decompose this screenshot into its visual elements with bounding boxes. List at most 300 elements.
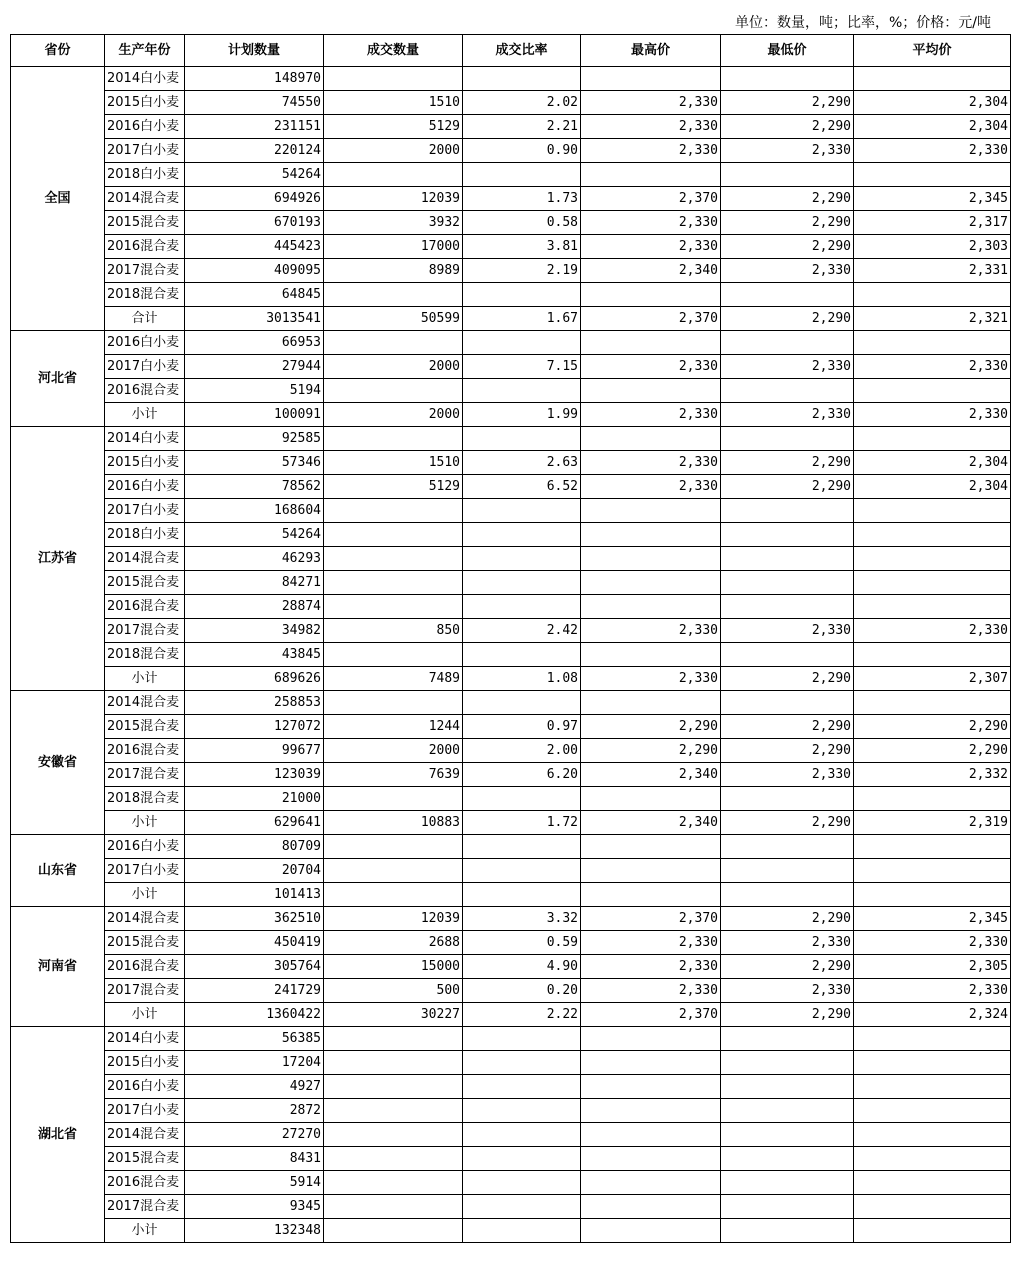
- deal-rate-cell: 0.59: [463, 931, 581, 955]
- avg-price-cell: 2,330: [854, 139, 1011, 163]
- table-row: [11, 883, 1011, 907]
- min-price-cell: 2,290: [721, 235, 854, 259]
- year-cell: 2016白小麦: [105, 115, 185, 139]
- avg-price-cell: [854, 1147, 1011, 1171]
- year-cell: 2016白小麦: [105, 835, 185, 859]
- year-cell: 2017混合麦: [105, 979, 185, 1003]
- planned-qty-cell: 220124: [185, 139, 324, 163]
- avg-price-cell: [854, 523, 1011, 547]
- year-cell: 2015混合麦: [105, 211, 185, 235]
- deal-qty-cell: [324, 643, 463, 667]
- deal-qty-cell: [324, 283, 463, 307]
- deal-rate-cell: 2.63: [463, 451, 581, 475]
- deal-rate-cell: [463, 859, 581, 883]
- year-cell: 2015白小麦: [105, 1051, 185, 1075]
- planned-qty-cell: 34982: [185, 619, 324, 643]
- deal-rate-cell: [463, 643, 581, 667]
- deal-qty-cell: 12039: [324, 907, 463, 931]
- max-price-cell: 2,330: [581, 403, 721, 427]
- table-row: [11, 979, 1011, 1003]
- year-cell: 2017白小麦: [105, 1099, 185, 1123]
- deal-qty-cell: [324, 1051, 463, 1075]
- year-cell: 2016混合麦: [105, 955, 185, 979]
- min-price-cell: 2,330: [721, 403, 854, 427]
- year-cell: 2018白小麦: [105, 163, 185, 187]
- deal-qty-cell: [324, 67, 463, 91]
- max-price-cell: 2,330: [581, 955, 721, 979]
- deal-rate-cell: 2.02: [463, 91, 581, 115]
- deal-qty-cell: 1244: [324, 715, 463, 739]
- year-cell: 小计: [105, 1219, 185, 1243]
- year-cell: 2017白小麦: [105, 859, 185, 883]
- deal-rate-cell: [463, 523, 581, 547]
- table-row: [11, 1123, 1011, 1147]
- deal-qty-cell: [324, 595, 463, 619]
- avg-price-cell: 2,330: [854, 619, 1011, 643]
- min-price-cell: [721, 499, 854, 523]
- table-row: [11, 1147, 1011, 1171]
- deal-qty-cell: 50599: [324, 307, 463, 331]
- planned-qty-cell: 2872: [185, 1099, 324, 1123]
- avg-price-cell: [854, 283, 1011, 307]
- min-price-cell: 2,330: [721, 763, 854, 787]
- province-cell: 河南省: [11, 907, 105, 1027]
- min-price-cell: [721, 571, 854, 595]
- min-price-cell: [721, 547, 854, 571]
- max-price-cell: 2,330: [581, 115, 721, 139]
- deal-rate-cell: [463, 1219, 581, 1243]
- header-province: 省份: [11, 35, 105, 67]
- min-price-cell: [721, 1027, 854, 1051]
- table-row: [11, 907, 1011, 931]
- table-row: [11, 1051, 1011, 1075]
- planned-qty-cell: 409095: [185, 259, 324, 283]
- year-cell: 2015混合麦: [105, 931, 185, 955]
- deal-rate-cell: 2.00: [463, 739, 581, 763]
- year-cell: 2017白小麦: [105, 355, 185, 379]
- deal-rate-cell: [463, 1171, 581, 1195]
- planned-qty-cell: 64845: [185, 283, 324, 307]
- province-cell: 河北省: [11, 331, 105, 427]
- avg-price-cell: 2,331: [854, 259, 1011, 283]
- min-price-cell: 2,330: [721, 139, 854, 163]
- min-price-cell: 2,290: [721, 739, 854, 763]
- max-price-cell: 2,330: [581, 211, 721, 235]
- table-row: [11, 187, 1011, 211]
- planned-qty-cell: 694926: [185, 187, 324, 211]
- year-cell: 2015混合麦: [105, 571, 185, 595]
- max-price-cell: 2,330: [581, 475, 721, 499]
- max-price-cell: [581, 1123, 721, 1147]
- deal-rate-cell: 0.97: [463, 715, 581, 739]
- table-row: [11, 835, 1011, 859]
- deal-qty-cell: [324, 1099, 463, 1123]
- table-row: [11, 571, 1011, 595]
- deal-qty-cell: 5129: [324, 115, 463, 139]
- deal-qty-cell: [324, 571, 463, 595]
- min-price-cell: [721, 67, 854, 91]
- province-cell: 江苏省: [11, 427, 105, 691]
- avg-price-cell: [854, 163, 1011, 187]
- avg-price-cell: [854, 427, 1011, 451]
- max-price-cell: [581, 571, 721, 595]
- min-price-cell: [721, 283, 854, 307]
- table-row: [11, 91, 1011, 115]
- deal-qty-cell: [324, 1195, 463, 1219]
- table-row: [11, 739, 1011, 763]
- planned-qty-cell: 5914: [185, 1171, 324, 1195]
- avg-price-cell: 2,330: [854, 979, 1011, 1003]
- deal-rate-cell: 1.73: [463, 187, 581, 211]
- planned-qty-cell: 27944: [185, 355, 324, 379]
- table-header: [11, 35, 1011, 67]
- deal-rate-cell: [463, 1195, 581, 1219]
- max-price-cell: 2,330: [581, 235, 721, 259]
- deal-rate-cell: 2.21: [463, 115, 581, 139]
- max-price-cell: [581, 427, 721, 451]
- unit-note: 单位：数量，吨；比率，%；价格：元/吨: [734, 15, 991, 31]
- table-row: [11, 211, 1011, 235]
- avg-price-cell: [854, 67, 1011, 91]
- deal-qty-cell: [324, 1171, 463, 1195]
- max-price-cell: 2,330: [581, 91, 721, 115]
- table-row: [11, 163, 1011, 187]
- deal-qty-cell: 2000: [324, 355, 463, 379]
- max-price-cell: [581, 835, 721, 859]
- header-max-price: 最高价: [581, 35, 721, 67]
- planned-qty-cell: 3013541: [185, 307, 324, 331]
- avg-price-cell: 2,304: [854, 115, 1011, 139]
- min-price-cell: 2,290: [721, 307, 854, 331]
- province-cell: 全国: [11, 67, 105, 331]
- deal-rate-cell: [463, 283, 581, 307]
- deal-qty-cell: 15000: [324, 955, 463, 979]
- max-price-cell: [581, 523, 721, 547]
- year-cell: 小计: [105, 667, 185, 691]
- header-avg-price: 平均价: [854, 35, 1011, 67]
- max-price-cell: [581, 379, 721, 403]
- max-price-cell: [581, 163, 721, 187]
- avg-price-cell: 2,307: [854, 667, 1011, 691]
- deal-rate-cell: 2.42: [463, 619, 581, 643]
- deal-rate-cell: [463, 1123, 581, 1147]
- year-cell: 2014白小麦: [105, 67, 185, 91]
- avg-price-cell: 2,332: [854, 763, 1011, 787]
- table-row: [11, 1027, 1011, 1051]
- year-cell: 2016白小麦: [105, 1075, 185, 1099]
- year-cell: 2018混合麦: [105, 643, 185, 667]
- year-cell: 2014混合麦: [105, 547, 185, 571]
- table-row: [11, 1195, 1011, 1219]
- planned-qty-cell: 670193: [185, 211, 324, 235]
- year-cell: 2016混合麦: [105, 235, 185, 259]
- year-cell: 2018混合麦: [105, 283, 185, 307]
- table-row: [11, 691, 1011, 715]
- planned-qty-cell: 54264: [185, 163, 324, 187]
- planned-qty-cell: 101413: [185, 883, 324, 907]
- avg-price-cell: [854, 883, 1011, 907]
- min-price-cell: 2,330: [721, 355, 854, 379]
- avg-price-cell: [854, 379, 1011, 403]
- max-price-cell: 2,340: [581, 763, 721, 787]
- planned-qty-cell: 80709: [185, 835, 324, 859]
- deal-qty-cell: [324, 499, 463, 523]
- planned-qty-cell: 123039: [185, 763, 324, 787]
- deal-rate-cell: 1.67: [463, 307, 581, 331]
- min-price-cell: [721, 595, 854, 619]
- year-cell: 2016白小麦: [105, 475, 185, 499]
- max-price-cell: 2,330: [581, 355, 721, 379]
- avg-price-cell: [854, 1219, 1011, 1243]
- year-cell: 2015白小麦: [105, 451, 185, 475]
- max-price-cell: 2,330: [581, 619, 721, 643]
- table-row: [11, 139, 1011, 163]
- planned-qty-cell: 66953: [185, 331, 324, 355]
- year-cell: 小计: [105, 811, 185, 835]
- deal-rate-cell: 1.99: [463, 403, 581, 427]
- avg-price-cell: 2,324: [854, 1003, 1011, 1027]
- planned-qty-cell: 168604: [185, 499, 324, 523]
- deal-qty-cell: 17000: [324, 235, 463, 259]
- planned-qty-cell: 100091: [185, 403, 324, 427]
- avg-price-cell: [854, 331, 1011, 355]
- avg-price-cell: 2,317: [854, 211, 1011, 235]
- table-row: [11, 1003, 1011, 1027]
- planned-qty-cell: 362510: [185, 907, 324, 931]
- deal-qty-cell: 5129: [324, 475, 463, 499]
- year-cell: 2017混合麦: [105, 763, 185, 787]
- min-price-cell: 2,290: [721, 811, 854, 835]
- avg-price-cell: 2,330: [854, 355, 1011, 379]
- max-price-cell: [581, 883, 721, 907]
- table-row: [11, 619, 1011, 643]
- deal-qty-cell: [324, 379, 463, 403]
- year-cell: 2014混合麦: [105, 907, 185, 931]
- planned-qty-cell: 99677: [185, 739, 324, 763]
- deal-qty-cell: [324, 787, 463, 811]
- deal-qty-cell: [324, 1219, 463, 1243]
- min-price-cell: 2,330: [721, 259, 854, 283]
- avg-price-cell: [854, 547, 1011, 571]
- avg-price-cell: 2,305: [854, 955, 1011, 979]
- province-cell: 湖北省: [11, 1027, 105, 1243]
- table-row: [11, 427, 1011, 451]
- max-price-cell: [581, 1075, 721, 1099]
- planned-qty-cell: 78562: [185, 475, 324, 499]
- deal-qty-cell: 12039: [324, 187, 463, 211]
- max-price-cell: 2,290: [581, 715, 721, 739]
- planned-qty-cell: 450419: [185, 931, 324, 955]
- table-row: [11, 955, 1011, 979]
- avg-price-cell: 2,303: [854, 235, 1011, 259]
- deal-rate-cell: [463, 67, 581, 91]
- deal-rate-cell: [463, 1075, 581, 1099]
- max-price-cell: 2,290: [581, 739, 721, 763]
- avg-price-cell: [854, 1171, 1011, 1195]
- year-cell: 2014混合麦: [105, 1123, 185, 1147]
- table-row: [11, 643, 1011, 667]
- deal-rate-cell: 6.52: [463, 475, 581, 499]
- deal-qty-cell: [324, 523, 463, 547]
- min-price-cell: [721, 859, 854, 883]
- table-row: [11, 379, 1011, 403]
- avg-price-cell: [854, 499, 1011, 523]
- avg-price-cell: 2,304: [854, 475, 1011, 499]
- max-price-cell: [581, 691, 721, 715]
- deal-rate-cell: [463, 331, 581, 355]
- deal-rate-cell: [463, 1027, 581, 1051]
- planned-qty-cell: 5194: [185, 379, 324, 403]
- planned-qty-cell: 148970: [185, 67, 324, 91]
- year-cell: 2017白小麦: [105, 139, 185, 163]
- year-cell: 2016混合麦: [105, 595, 185, 619]
- deal-rate-cell: [463, 1051, 581, 1075]
- deal-qty-cell: [324, 163, 463, 187]
- year-cell: 2015混合麦: [105, 1147, 185, 1171]
- deal-qty-cell: 2688: [324, 931, 463, 955]
- deal-rate-cell: [463, 571, 581, 595]
- header-planned-qty: 计划数量: [185, 35, 324, 67]
- planned-qty-cell: 20704: [185, 859, 324, 883]
- year-cell: 2014白小麦: [105, 427, 185, 451]
- deal-rate-cell: [463, 595, 581, 619]
- planned-qty-cell: 629641: [185, 811, 324, 835]
- planned-qty-cell: 127072: [185, 715, 324, 739]
- table-row: [11, 523, 1011, 547]
- deal-rate-cell: [463, 835, 581, 859]
- min-price-cell: 2,290: [721, 91, 854, 115]
- header-deal-rate: 成交比率: [463, 35, 581, 67]
- year-cell: 小计: [105, 1003, 185, 1027]
- avg-price-cell: [854, 787, 1011, 811]
- year-cell: 2014混合麦: [105, 187, 185, 211]
- deal-rate-cell: [463, 547, 581, 571]
- max-price-cell: [581, 547, 721, 571]
- table-row: [11, 811, 1011, 835]
- max-price-cell: [581, 1219, 721, 1243]
- deal-rate-cell: 3.32: [463, 907, 581, 931]
- min-price-cell: 2,290: [721, 715, 854, 739]
- avg-price-cell: 2,304: [854, 91, 1011, 115]
- header-deal-qty: 成交数量: [324, 35, 463, 67]
- table-row: [11, 1171, 1011, 1195]
- deal-rate-cell: [463, 1099, 581, 1123]
- year-cell: 2017混合麦: [105, 259, 185, 283]
- min-price-cell: [721, 835, 854, 859]
- min-price-cell: 2,290: [721, 187, 854, 211]
- table-row: [11, 475, 1011, 499]
- min-price-cell: [721, 1075, 854, 1099]
- avg-price-cell: 2,345: [854, 907, 1011, 931]
- avg-price-cell: 2,290: [854, 715, 1011, 739]
- deal-qty-cell: 3932: [324, 211, 463, 235]
- planned-qty-cell: 689626: [185, 667, 324, 691]
- deal-rate-cell: [463, 427, 581, 451]
- avg-price-cell: 2,330: [854, 403, 1011, 427]
- year-cell: 2016混合麦: [105, 379, 185, 403]
- deal-qty-cell: 8989: [324, 259, 463, 283]
- table-row: [11, 499, 1011, 523]
- planned-qty-cell: 46293: [185, 547, 324, 571]
- header-min-price: 最低价: [721, 35, 854, 67]
- avg-price-cell: 2,304: [854, 451, 1011, 475]
- deal-qty-cell: 10883: [324, 811, 463, 835]
- max-price-cell: 2,330: [581, 667, 721, 691]
- deal-qty-cell: [324, 691, 463, 715]
- avg-price-cell: [854, 643, 1011, 667]
- table-row: [11, 1099, 1011, 1123]
- max-price-cell: 2,370: [581, 307, 721, 331]
- year-cell: 2018混合麦: [105, 787, 185, 811]
- year-cell: 2016混合麦: [105, 739, 185, 763]
- deal-rate-cell: [463, 499, 581, 523]
- table-row: [11, 307, 1011, 331]
- deal-rate-cell: 7.15: [463, 355, 581, 379]
- year-cell: 2017白小麦: [105, 499, 185, 523]
- table-row: [11, 859, 1011, 883]
- min-price-cell: 2,290: [721, 475, 854, 499]
- min-price-cell: 2,330: [721, 619, 854, 643]
- table-row: [11, 403, 1011, 427]
- min-price-cell: [721, 643, 854, 667]
- table-row: [11, 283, 1011, 307]
- avg-price-cell: [854, 1099, 1011, 1123]
- table-row: [11, 1219, 1011, 1243]
- planned-qty-cell: 21000: [185, 787, 324, 811]
- deal-qty-cell: 500: [324, 979, 463, 1003]
- year-cell: 2015白小麦: [105, 91, 185, 115]
- table-row: [11, 595, 1011, 619]
- min-price-cell: 2,290: [721, 907, 854, 931]
- avg-price-cell: [854, 1051, 1011, 1075]
- planned-qty-cell: 84271: [185, 571, 324, 595]
- min-price-cell: [721, 1099, 854, 1123]
- province-cell: 山东省: [11, 835, 105, 907]
- deal-qty-cell: [324, 1027, 463, 1051]
- planned-qty-cell: 92585: [185, 427, 324, 451]
- deal-qty-cell: 7489: [324, 667, 463, 691]
- deal-rate-cell: [463, 883, 581, 907]
- planned-qty-cell: 241729: [185, 979, 324, 1003]
- min-price-cell: 2,290: [721, 211, 854, 235]
- deal-qty-cell: 2000: [324, 139, 463, 163]
- max-price-cell: 2,370: [581, 1003, 721, 1027]
- year-cell: 2016白小麦: [105, 331, 185, 355]
- planned-qty-cell: 8431: [185, 1147, 324, 1171]
- deal-qty-cell: 850: [324, 619, 463, 643]
- max-price-cell: [581, 1051, 721, 1075]
- planned-qty-cell: 1360422: [185, 1003, 324, 1027]
- table-body: [11, 67, 1011, 1243]
- min-price-cell: [721, 691, 854, 715]
- max-price-cell: [581, 1147, 721, 1171]
- table-row: [11, 259, 1011, 283]
- min-price-cell: 2,290: [721, 1003, 854, 1027]
- max-price-cell: [581, 595, 721, 619]
- avg-price-cell: [854, 835, 1011, 859]
- table-row: [11, 67, 1011, 91]
- min-price-cell: 2,330: [721, 979, 854, 1003]
- wheat-auction-table: [10, 34, 1011, 1243]
- table-row: [11, 355, 1011, 379]
- avg-price-cell: 2,321: [854, 307, 1011, 331]
- deal-rate-cell: 6.20: [463, 763, 581, 787]
- deal-rate-cell: 4.90: [463, 955, 581, 979]
- planned-qty-cell: 132348: [185, 1219, 324, 1243]
- year-cell: 2014白小麦: [105, 1027, 185, 1051]
- deal-rate-cell: [463, 379, 581, 403]
- max-price-cell: [581, 1195, 721, 1219]
